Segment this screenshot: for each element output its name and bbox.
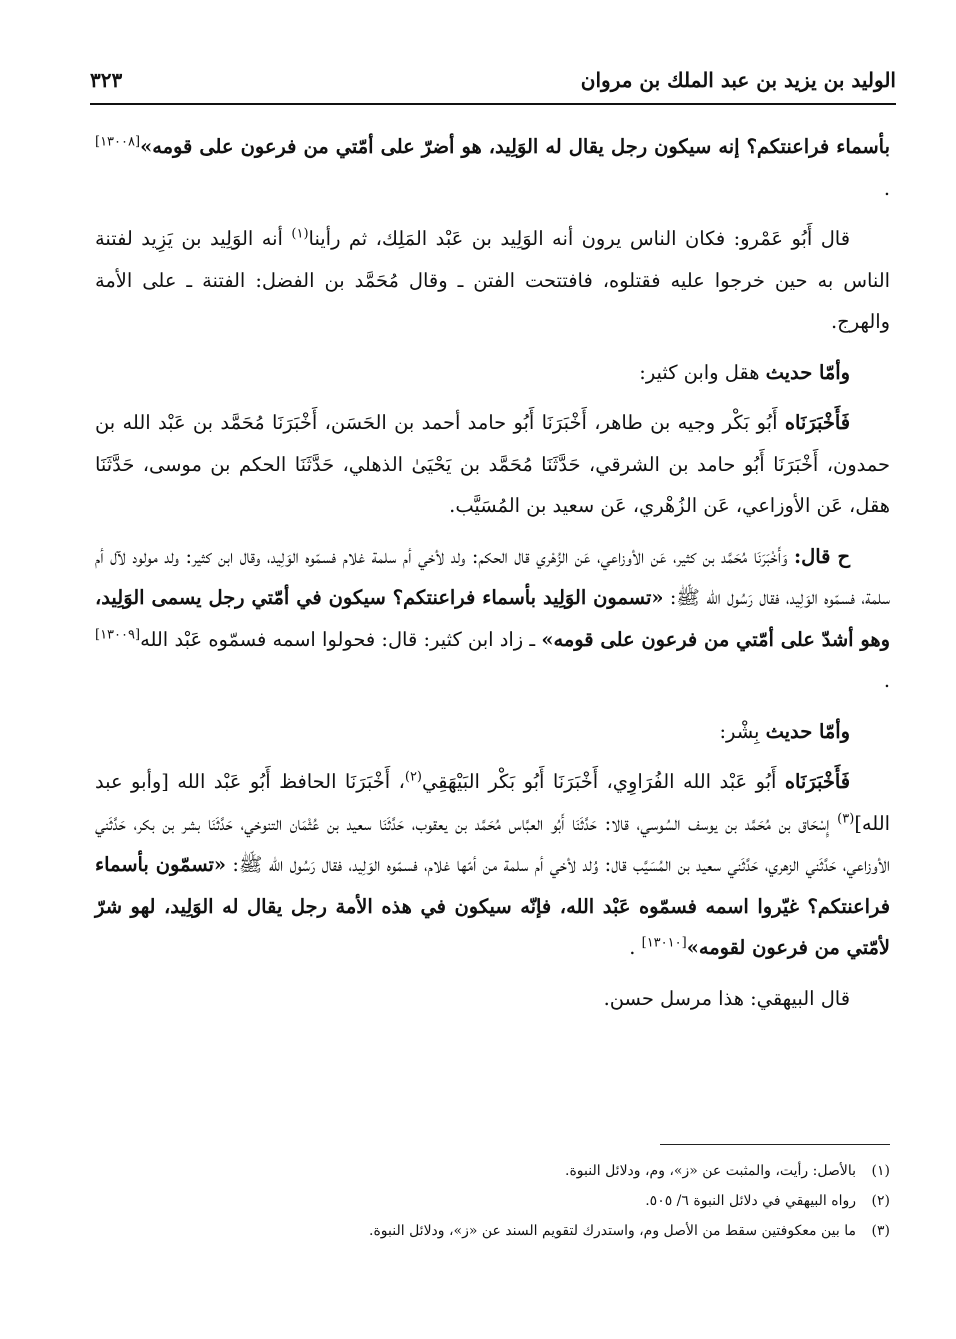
paragraph bbox=[95, 352, 890, 394]
text-run: . bbox=[883, 669, 890, 692]
running-header bbox=[90, 62, 896, 102]
paragraph bbox=[95, 978, 890, 1020]
text-run: . bbox=[629, 936, 642, 959]
paragraph bbox=[95, 126, 890, 209]
bold-text: فَأَخْبَرَنَاه bbox=[784, 770, 850, 793]
bold-text: فَأَخْبَرَنَاه bbox=[784, 411, 850, 434]
paragraph bbox=[95, 536, 890, 702]
footnote-item bbox=[95, 1156, 890, 1186]
footnote-rule bbox=[660, 1144, 890, 1145]
footnote-item bbox=[95, 1216, 890, 1246]
text-run: هقل وابن كثير: bbox=[639, 360, 766, 384]
text-run: أنه الوَلِيد بن يَزِيد لفتنة الناس به حين خرجوا عليه فقتلوه، فافتتحت الفتن ـ وقال مُحَمَّد بن الفضل: الفتنة ـ على الأمة والهرج. bbox=[95, 227, 890, 333]
footnote-item bbox=[95, 1186, 890, 1216]
text-run: . bbox=[883, 176, 890, 200]
bold-text: ح قال: bbox=[793, 544, 850, 568]
bold-text: «تسمون الوَلِيد بأسماء فراعنتكم؟ سيكون في أمّتي رجل يسمى الوَلِيد، وهو أشدّ على أمّتي من فرعون على قومه» bbox=[95, 586, 890, 651]
header-rule bbox=[90, 103, 896, 105]
bold-text: بأسماء فراعنتكم؟ إنه سيكون رجل يقال له الوَلِيد، هو أضرّ على أمّتي من فرعون على قومه» bbox=[140, 135, 890, 158]
footnote-text: ما بين معكوفتين سقط من الأصل وم، واستدرك لتقويم السند عن «ز»، ودلائل النبوة. bbox=[369, 1223, 856, 1239]
footnote-number: (٣) bbox=[871, 1223, 890, 1239]
footnotes bbox=[95, 1156, 890, 1246]
reference-marker: (٣) bbox=[837, 811, 855, 827]
paragraph bbox=[95, 218, 890, 343]
bold-text: «تسمّون بأسماء فراعنتكم؟ غيّروا اسمه فسمّوه عَبْد الله، فإنّه سيكون في هذه الأمة رجل يقال له الوَلِيد، لهو شرّ لأمّتي من فرعون لقومه» bbox=[95, 853, 890, 959]
text-run: أَبُو بَكْر وجيه بن طاهر، أَخْبَرَنَا أَبُو حامد أحمد بن الحَسَن، أَخْبَرَنَا مُحَمَّد بن عَبْد الله بن حمدون، أَخْبَرَنَا أَبُو حامد بن الشرقي، حَدَّثَنَا مُحَمَّد بن يَحْيَىٰ الذهلي، حَدَّثَنَا الحكم بن موسى، حَدَّثَنَا هقل، عَن الأوزاعي، عَن الزُهْري، عَن سعيد بن المُسَيَّب. bbox=[95, 411, 890, 517]
footnote-text: رواه البيهقي في دلائل النبوة ٦/ ٥٠٥. bbox=[645, 1193, 856, 1209]
paragraph bbox=[95, 761, 890, 969]
reference-marker: [١٣٠٠٨] bbox=[95, 134, 141, 150]
footnote-number: (١) bbox=[871, 1163, 890, 1179]
page-number: ٣٢٣ bbox=[90, 68, 123, 92]
footnote-number: (٢) bbox=[871, 1193, 890, 1209]
reference-marker: (١) bbox=[291, 226, 309, 242]
text-run: ، أَخْبَرَنَا الحافظ أَبُو عَبْد الله [وأبو عبد الله] bbox=[95, 770, 890, 835]
text-run: قال أَبُو عَمْرو: فكان الناس يرون أنه الوَلِيد بن عَبْد المَلِك، ثم رأينا bbox=[308, 227, 850, 250]
text-run: وَأَخْبَرَنَا مُحَمَّد بن كثير، عَن الأوزاعي، عَن الزُهْري قال الحكم: ولد لأخي أم سلمة غلام فسمّوه الوَلِيد، وقال ابن كثير: ولد مولود لآل أم سلمة، فسمّوه الوَلِيد، فقال رَسُول الله ﷺ: bbox=[95, 544, 890, 609]
text-run: إِسْحَاق بن مُحَمَّد بن يوسف السُوسي، قالا: حَدَّثَنَا أَبُو العبَّاس مُحَمَّد بن يعقوب، حَدَّثَنَا سعيد بن عُثْمَان التنوخي، حَدَّثَنَا بشر بن بكر، حَدَّثَني الأوزاعي، حَدَّثَني الزهري، حَدَّثَني سعيد بن المُسَيَّب قال: وُلد لأخي أم سلمة من أمّها غلام، فسمّوه الوَلِيد، فقال رَسُول الله ﷺ: bbox=[95, 811, 890, 876]
footnote-text: بالأصل: رأيت، والمثبت عن «ز»، وم، ودلائل النبوة. bbox=[565, 1163, 856, 1179]
paragraph bbox=[95, 402, 890, 527]
body-text bbox=[95, 126, 890, 1028]
text-run: أَبُو عَبْد الله الفُرَاوِي، أَخْبَرَنَا أَبُو بَكْر البَيْهَقِي bbox=[422, 770, 785, 793]
reference-marker: (٢) bbox=[404, 769, 422, 785]
text-run: ـ زاد ابن كثير: قال: فحولوا اسمه فسمّوه عَبْد الله bbox=[140, 627, 542, 651]
text-run: بِشْر: bbox=[719, 719, 766, 743]
paragraph bbox=[95, 711, 890, 753]
header-title: الوليد بن يزيد بن عبد الملك بن مروان bbox=[580, 68, 896, 92]
reference-marker: [١٣٠١٠] bbox=[641, 935, 687, 951]
bold-text: وأمّا حديث bbox=[765, 360, 850, 384]
bold-text: وأمّا حديث bbox=[765, 719, 850, 743]
reference-marker: [١٣٠٠٩] bbox=[95, 627, 141, 643]
text-run: قال البيهقي: هذا مرسل حسن. bbox=[603, 986, 850, 1010]
